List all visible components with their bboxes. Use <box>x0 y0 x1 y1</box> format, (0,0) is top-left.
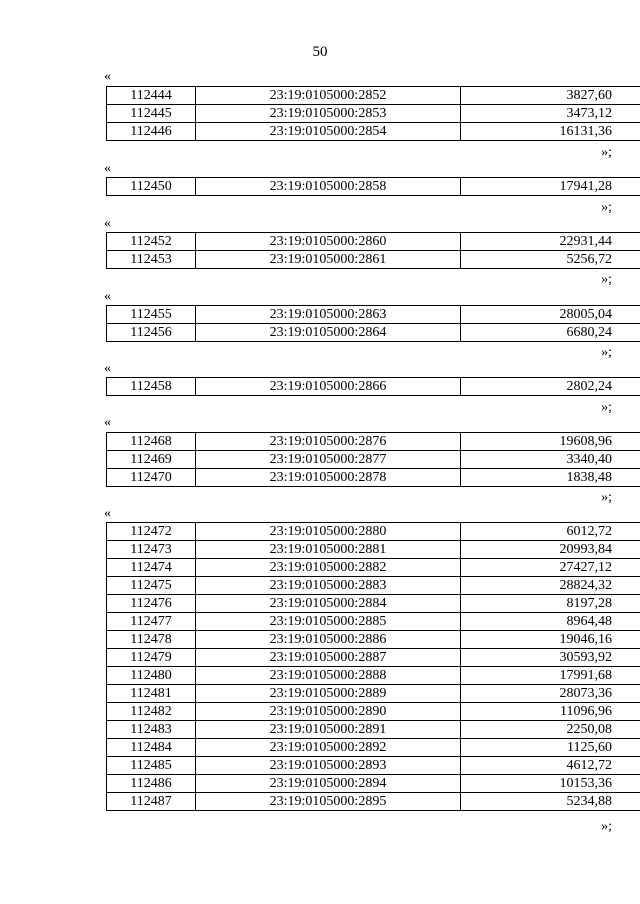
parcel-table <box>106 177 640 196</box>
cadastral-number-cell: 23:19:0105000:2885 <box>196 613 461 631</box>
area-cell: 20993,84 <box>461 541 640 559</box>
cadastral-number-cell: 23:19:0105000:2863 <box>196 306 461 324</box>
parcel-id-cell: 112452 <box>107 233 196 251</box>
parcel-id-cell: 112485 <box>107 757 196 775</box>
cadastral-number-cell: 23:19:0105000:2853 <box>196 105 461 123</box>
area-cell: 8197,28 <box>461 595 640 613</box>
parcel-id-cell: 112473 <box>107 541 196 559</box>
parcel-id-cell: 112450 <box>107 178 196 196</box>
parcel-id-cell: 112487 <box>107 793 196 811</box>
closing-quote: »; <box>601 145 612 160</box>
parcel-id-cell: 112483 <box>107 721 196 739</box>
table-row <box>107 178 640 196</box>
cadastral-number-cell: 23:19:0105000:2878 <box>196 469 461 487</box>
table-row <box>107 378 640 396</box>
parcel-id-cell: 112476 <box>107 595 196 613</box>
closing-quote: »; <box>601 819 612 834</box>
table-row <box>107 595 640 613</box>
opening-quote: « <box>104 161 111 176</box>
opening-quote: « <box>104 69 111 84</box>
area-cell: 17991,68 <box>461 667 640 685</box>
area-cell: 1838,48 <box>461 469 640 487</box>
area-cell: 3340,40 <box>461 451 640 469</box>
parcel-id-cell: 112486 <box>107 775 196 793</box>
opening-quote: « <box>104 216 111 231</box>
parcel-id-cell: 112480 <box>107 667 196 685</box>
parcel-id-cell: 112474 <box>107 559 196 577</box>
closing-quote: »; <box>601 272 612 287</box>
parcel-id-cell: 112458 <box>107 378 196 396</box>
area-cell: 19608,96 <box>461 433 640 451</box>
parcel-id-cell: 112477 <box>107 613 196 631</box>
cadastral-number-cell: 23:19:0105000:2895 <box>196 793 461 811</box>
area-cell: 2802,24 <box>461 378 640 396</box>
area-cell: 8964,48 <box>461 613 640 631</box>
parcel-table <box>106 305 640 342</box>
area-cell: 5256,72 <box>461 251 640 269</box>
table-row <box>107 469 640 487</box>
closing-quote: »; <box>601 345 612 360</box>
cadastral-number-cell: 23:19:0105000:2877 <box>196 451 461 469</box>
parcel-id-cell: 112479 <box>107 649 196 667</box>
parcel-id-cell: 112444 <box>107 87 196 105</box>
table-row <box>107 577 640 595</box>
table-row <box>107 703 640 721</box>
parcel-id-cell: 112445 <box>107 105 196 123</box>
area-cell: 17941,28 <box>461 178 640 196</box>
cadastral-number-cell: 23:19:0105000:2860 <box>196 233 461 251</box>
area-cell: 30593,92 <box>461 649 640 667</box>
area-cell: 6680,24 <box>461 324 640 342</box>
table-row <box>107 251 640 269</box>
area-cell: 3473,12 <box>461 105 640 123</box>
area-cell: 19046,16 <box>461 631 640 649</box>
table-row <box>107 306 640 324</box>
cadastral-number-cell: 23:19:0105000:2884 <box>196 595 461 613</box>
table-row <box>107 541 640 559</box>
table-row <box>107 739 640 757</box>
cadastral-number-cell: 23:19:0105000:2889 <box>196 685 461 703</box>
area-cell: 5234,88 <box>461 793 640 811</box>
parcel-table <box>106 232 640 269</box>
opening-quote: « <box>104 361 111 376</box>
area-cell: 28824,32 <box>461 577 640 595</box>
table-row <box>107 233 640 251</box>
area-cell: 4612,72 <box>461 757 640 775</box>
parcel-id-cell: 112482 <box>107 703 196 721</box>
cadastral-number-cell: 23:19:0105000:2858 <box>196 178 461 196</box>
parcel-id-cell: 112478 <box>107 631 196 649</box>
table-row <box>107 451 640 469</box>
cadastral-number-cell: 23:19:0105000:2892 <box>196 739 461 757</box>
area-cell: 16131,36 <box>461 123 640 141</box>
cadastral-number-cell: 23:19:0105000:2894 <box>196 775 461 793</box>
table-row <box>107 87 640 105</box>
table-row <box>107 613 640 631</box>
parcel-id-cell: 112472 <box>107 523 196 541</box>
cadastral-number-cell: 23:19:0105000:2881 <box>196 541 461 559</box>
cadastral-number-cell: 23:19:0105000:2893 <box>196 757 461 775</box>
area-cell: 27427,12 <box>461 559 640 577</box>
table-row <box>107 793 640 811</box>
parcel-table <box>106 522 640 811</box>
table-row <box>107 649 640 667</box>
area-cell: 6012,72 <box>461 523 640 541</box>
area-cell: 3827,60 <box>461 87 640 105</box>
parcel-id-cell: 112453 <box>107 251 196 269</box>
parcel-id-cell: 112469 <box>107 451 196 469</box>
table-row <box>107 324 640 342</box>
table-row <box>107 721 640 739</box>
area-cell: 28073,36 <box>461 685 640 703</box>
table-row <box>107 559 640 577</box>
area-cell: 28005,04 <box>461 306 640 324</box>
area-cell: 11096,96 <box>461 703 640 721</box>
table-row <box>107 667 640 685</box>
area-cell: 22931,44 <box>461 233 640 251</box>
closing-quote: »; <box>601 490 612 505</box>
table-row <box>107 631 640 649</box>
closing-quote: »; <box>601 400 612 415</box>
table-row <box>107 123 640 141</box>
parcel-table <box>106 377 640 396</box>
cadastral-number-cell: 23:19:0105000:2887 <box>196 649 461 667</box>
cadastral-number-cell: 23:19:0105000:2854 <box>196 123 461 141</box>
area-cell: 2250,08 <box>461 721 640 739</box>
parcel-id-cell: 112456 <box>107 324 196 342</box>
cadastral-number-cell: 23:19:0105000:2886 <box>196 631 461 649</box>
parcel-id-cell: 112470 <box>107 469 196 487</box>
cadastral-number-cell: 23:19:0105000:2883 <box>196 577 461 595</box>
opening-quote: « <box>104 289 111 304</box>
cadastral-number-cell: 23:19:0105000:2864 <box>196 324 461 342</box>
cadastral-number-cell: 23:19:0105000:2891 <box>196 721 461 739</box>
area-cell: 1125,60 <box>461 739 640 757</box>
parcel-id-cell: 112455 <box>107 306 196 324</box>
area-cell: 10153,36 <box>461 775 640 793</box>
opening-quote: « <box>104 415 111 430</box>
parcel-id-cell: 112468 <box>107 433 196 451</box>
cadastral-number-cell: 23:19:0105000:2852 <box>196 87 461 105</box>
closing-quote: »; <box>601 200 612 215</box>
parcel-id-cell: 112481 <box>107 685 196 703</box>
cadastral-number-cell: 23:19:0105000:2866 <box>196 378 461 396</box>
parcel-table <box>106 86 640 141</box>
parcel-id-cell: 112475 <box>107 577 196 595</box>
cadastral-number-cell: 23:19:0105000:2888 <box>196 667 461 685</box>
parcel-table <box>106 432 640 487</box>
parcel-id-cell: 112484 <box>107 739 196 757</box>
table-row <box>107 105 640 123</box>
cadastral-number-cell: 23:19:0105000:2876 <box>196 433 461 451</box>
table-row <box>107 757 640 775</box>
cadastral-number-cell: 23:19:0105000:2890 <box>196 703 461 721</box>
table-row <box>107 775 640 793</box>
page-number: 50 <box>312 44 328 60</box>
opening-quote: « <box>104 506 111 521</box>
table-row <box>107 523 640 541</box>
cadastral-number-cell: 23:19:0105000:2861 <box>196 251 461 269</box>
table-row <box>107 685 640 703</box>
parcel-id-cell: 112446 <box>107 123 196 141</box>
cadastral-number-cell: 23:19:0105000:2880 <box>196 523 461 541</box>
table-row <box>107 433 640 451</box>
cadastral-number-cell: 23:19:0105000:2882 <box>196 559 461 577</box>
